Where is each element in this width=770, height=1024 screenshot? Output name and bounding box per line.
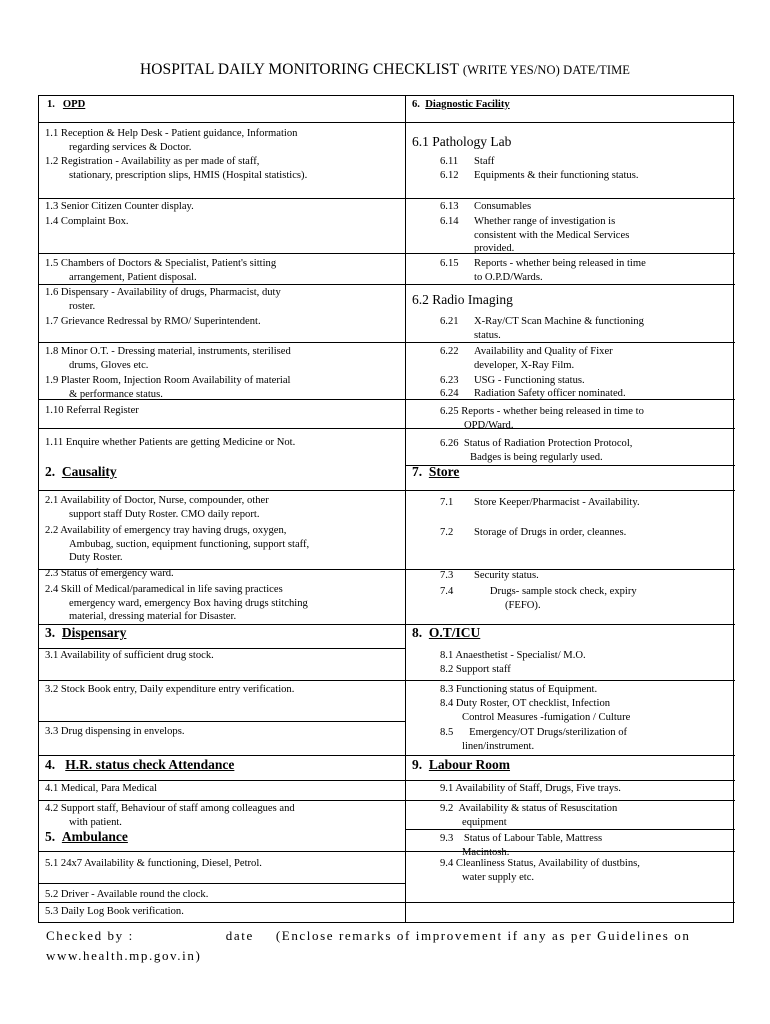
list-item: 9.1 Availability of Staff, Drugs, Five trays. <box>440 783 621 794</box>
list-item: 4.2 Support staff, Behaviour of staff among colleagues and with patient. <box>45 803 295 828</box>
list-item: 7.4 Drugs- sample stock check, expiry (FEFO). <box>440 586 637 611</box>
list-item: 2.1 Availability of Doctor, Nurse, compounder, other support staff Duty Roster. CMO daily report. <box>45 495 269 520</box>
title-main: HOSPITAL DAILY MONITORING CHECKLIST <box>139 61 459 78</box>
radio-imaging-heading: 6.2 Radio Imaging <box>412 292 513 307</box>
ambulance-heading: 5. Ambulance <box>45 829 128 844</box>
list-item: 5.3 Daily Log Book verification. <box>45 906 184 917</box>
diagnostic-heading: 6. Diagnostic Facility <box>412 99 510 110</box>
date-label: date <box>225 928 254 943</box>
list-item: 7.2 Storage of Drugs in order, cleannes. <box>440 527 627 538</box>
footer-note <box>46 926 690 966</box>
list-item: 8.5 Emergency/OT Drugs/sterilization of linen/instrument. <box>440 727 628 752</box>
dispensary-heading: 3. Dispensary <box>45 625 127 640</box>
list-item: 6.26 Status of Radiation Protection Protocol, Badges is being regularly used. <box>440 438 633 463</box>
list-item: 1.7 Grievance Redressal by RMO/ Superintendent. <box>45 316 261 327</box>
list-item: 5.2 Driver - Available round the clock. <box>45 889 209 900</box>
list-item: 7.1 Store Keeper/Pharmacist - Availability. <box>440 497 640 508</box>
list-item: 9.2 Availability & status of Resuscitation equipment <box>440 803 618 828</box>
list-item: 6.12 Equipments & their functioning status. <box>440 170 639 181</box>
ot-icu-heading: 8. O.T/ICU <box>412 625 481 640</box>
page-title <box>0 61 770 79</box>
list-item: 4.1 Medical, Para Medical <box>45 783 158 794</box>
list-item: 6.23 USG - Functioning status. <box>440 375 585 386</box>
list-item: 2.3 Status of emergency ward. <box>45 568 174 579</box>
list-item: 6.21 X-Ray/CT Scan Machine & functioning status. <box>440 316 644 341</box>
list-item: 2.4 Skill of Medical/paramedical in life saving practices emergency ward, emergency Box having drugs stitching material, dressing material for Disaster. <box>45 584 308 623</box>
checklist-table <box>38 95 734 923</box>
website-link[interactable]: www.health.mp.gov.in) <box>46 948 202 963</box>
title-sub: (WRITE YES/NO) DATE/TIME <box>462 63 631 77</box>
list-item: 1.8 Minor O.T. - Dressing material, instruments, sterilised drums, Gloves etc. <box>45 346 291 371</box>
list-item: 6.14 Whether range of investigation is consistent with the Medical Services provided. <box>440 216 630 255</box>
list-item: 3.3 Drug dispensing in envelops. <box>45 726 185 737</box>
list-item: 3.1 Availability of sufficient drug stock. <box>45 650 214 661</box>
list-item: 1.10 Referral Register <box>45 405 139 416</box>
store-heading: 7. Store <box>412 464 460 479</box>
list-item: 1.3 Senior Citizen Counter display. <box>45 201 194 212</box>
pathology-heading: 6.1 Pathology Lab <box>412 134 512 149</box>
list-item: 1.4 Complaint Box. <box>45 216 129 227</box>
causality-heading: 2. Causality <box>45 464 117 479</box>
list-item: 1.9 Plaster Room, Injection Room Availability of material & performance status. <box>45 375 291 400</box>
hr-heading: 4. H.R. status check Attendance <box>45 757 235 772</box>
list-item: 8.1 Anaesthetist - Specialist/ M.O. <box>440 650 586 661</box>
checked-by-label: Checked by : <box>46 928 134 943</box>
list-item: 7.3 Security status. <box>440 570 539 581</box>
list-item: 8.2 Support staff <box>440 664 511 675</box>
list-item: 1.1 Reception & Help Desk - Patient guidance, Information regarding services & Doctor. <box>45 128 298 153</box>
list-item: 9.4 Cleanliness Status, Availability of dustbins, water supply etc. <box>440 858 640 883</box>
list-item: 8.4 Duty Roster, OT checklist, Infection Control Measures -fumigation / Culture <box>440 698 631 723</box>
list-item: 6.22 Availability and Quality of Fixer developer, X-Ray Film. <box>440 346 613 371</box>
remarks-text: (Enclose remarks of improvement if any as per Guidelines on <box>275 928 691 943</box>
list-item: 8.3 Functioning status of Equipment. <box>440 684 598 695</box>
list-item: 3.2 Stock Book entry, Daily expenditure entry verification. <box>45 684 295 695</box>
list-item: 9.3 Status of Labour Table, Mattress Macintosh. <box>440 833 603 858</box>
list-item: 1.2 Registration - Availability as per made of staff, stationary, prescription slips, HMIS (Hospital statistics). <box>45 156 308 181</box>
list-item: 6.24 Radiation Safety officer nominated. <box>440 388 626 399</box>
list-item: 2.2 Availability of emergency tray having drugs, oxygen, Ambubag, suction, equipment functioning, support staff, Duty Roster. <box>45 525 310 564</box>
list-item: 6.11 Staff <box>440 156 495 167</box>
column-divider <box>405 96 406 922</box>
list-item: 1.5 Chambers of Doctors & Specialist, Patient's sitting arrangement, Patient disposal. <box>45 258 277 283</box>
list-item: 5.1 24x7 Availability & functioning, Diesel, Petrol. <box>45 858 262 869</box>
list-item: 1.11 Enquire whether Patients are getting Medicine or Not. <box>45 437 296 448</box>
list-item: 6.25 Reports - whether being released in time to OPD/Ward. <box>440 406 644 431</box>
list-item: 6.15 Reports - whether being released in time to O.P.D/Wards. <box>440 258 646 283</box>
opd-heading: 1. OPD <box>47 99 86 110</box>
list-item: 1.6 Dispensary - Availability of drugs, Pharmacist, duty roster. <box>45 287 281 312</box>
labour-room-heading: 9. Labour Room <box>412 757 511 772</box>
list-item: 6.13 Consumables <box>440 201 532 212</box>
